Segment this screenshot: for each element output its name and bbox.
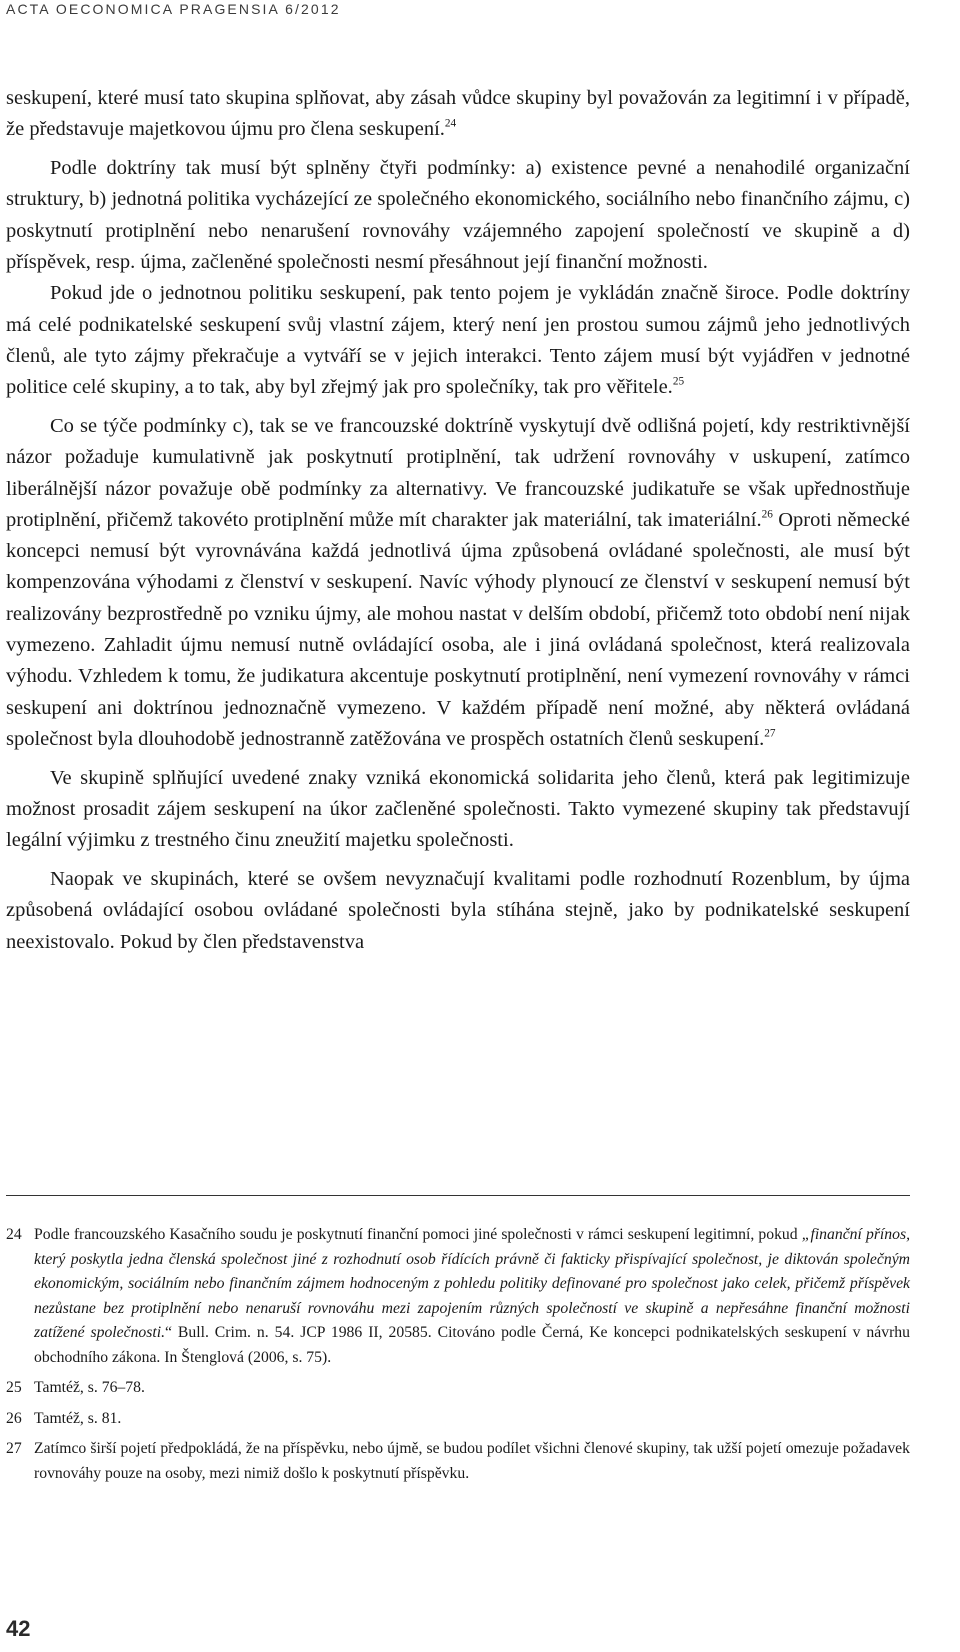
footnote-number: 27 [6, 1440, 22, 1457]
footnote-text [34, 1223, 910, 1370]
paragraph-text: seskupení, které musí tato skupina splňovat, aby zásah vůdce skupiny byl považován za legitimní i v případě, že představuje majetkovou újmu pro člena seskupení. [6, 87, 910, 141]
paragraph [6, 411, 910, 755]
footnote-reference[interactable]: 26 [761, 508, 773, 521]
paragraph-text: Oproti německé koncepci nemusí být vyrovnávána každá jednotlivá újma způsobená ovládané společnosti, ale musí být kompenzována výhodami z členství v seskupení. Navíc výhody plynoucí ze členství v seskupení nemusí být realizovány bezprostředně po vzniku újmy, ale mohou nastat v delším období, přičemž toto období není nijak vymezeno. Zahladit újmu nemusí nutně ovládající osoba, ale i jiná ovládaná společnost, která realizovala výhodu. Vzhledem k tomu, že judikatura akcentuje poskytnutí protiplnění, není vymezení rovnováhy v rámci seskupení ani doktrínou jednoznačně vymezeno. V každém případě není možné, aby některá ovládaná společnost byla dlouhodobě jednostranně zatěžována ve prospěch ostatních členů seskupení. [6, 508, 910, 750]
page-number: 42 [6, 1616, 31, 1641]
footnote [6, 1437, 910, 1486]
paragraph-text: Co se týče podmínky c), tak se ve francouzské doktríně vyskytují dvě odlišná pojetí, kdy restriktivnější názor požaduje kumulativně jak poskytnutí protiplnění, tak udržení rovnováhy v uskupení, zatímco liberálnější názor považuje obě podmínky za alternativy. Ve francouzské judikatuře se však upřednostňuje protiplnění, přičemž takovéto protiplnění může mít charakter jak materiální, tak imateriální. [6, 414, 910, 531]
paragraph-text: Podle doktríny tak musí být splněny čtyři podmínky: a) existence pevné a nenahodilé organizační struktury, b) jednotná politika vycházející ze společného ekonomického, sociálního nebo finančního zájmu, c) poskytnutí protiplnění nebo nenarušení rovnováhy vzájemného zapojení společností ve skupině a d) příspěvek, resp. újma, začleněné společnosti nesmí přesáhnout její finanční možnosti. [6, 157, 910, 273]
footnote-text-part: “ Bull. Crim. n. 54. JCP 1986 II, 20585. Citováno podle Černá, Ke koncepci podnikatelských seskupení v návrhu obchodního zákona. In Štenglová (2006, s. 75). [34, 1324, 910, 1366]
footnote-text: Zatímco širší pojetí předpokládá, že na příspěvku, nebo újmě, se budou podílet všichni členové skupiny, tak užší pojetí omezuje požadavek rovnováhy pouze na osoby, mezi nimiž došlo k poskytnutí příspěvku. [34, 1440, 910, 1482]
footnote-text-part: Podle francouzského Kasačního soudu je poskytnutí finanční pomoci jiné společnosti v rámci seskupení legitimní, pokud [34, 1226, 802, 1243]
paragraph [6, 153, 910, 278]
body-text [6, 83, 910, 966]
footnote-reference[interactable]: 25 [672, 375, 685, 388]
paragraph-continuation [6, 83, 910, 146]
paragraph-text: Naopak ve skupinách, které se ovšem nevyznačují kvalitami podle rozhodnutí Rozenblum, by újma způsobená ovládající osobou ovládané společnosti byla stíhána stejně, jako by podnikatelské seskupení neexistovalo. Pokud by člen představenstva [6, 868, 910, 953]
footnote-text: Tamtéž, s. 76–78. [34, 1379, 145, 1396]
footnote-number: 26 [6, 1409, 22, 1427]
footnote-text: Tamtéž, s. 81. [34, 1409, 122, 1427]
footnote-reference[interactable]: 24 [444, 117, 457, 130]
footnote-number: 24 [6, 1226, 22, 1243]
paragraph [6, 763, 910, 857]
running-header: ACTA OECONOMICA PRAGENSIA 6/2012 [6, 1, 341, 17]
footnote [6, 1223, 910, 1370]
footnotes [6, 1223, 910, 1492]
footnote [6, 1407, 910, 1432]
footnote-divider [6, 1195, 910, 1196]
footnote-reference[interactable]: 27 [764, 727, 776, 740]
footnote [6, 1376, 910, 1401]
footnote-number: 25 [6, 1379, 22, 1396]
paragraph [6, 864, 910, 958]
paragraph-text: Pokud jde o jednotnou politiku seskupení, pak tento pojem je vykládán značně široce. Podle doktríny má celé podnikatelské seskupení svůj vlastní zájem, který není jen prostou sumou zájmů jeho jednotlivých členů, ale tyto zájmy překračuje a vytváří se v jejich interakci. Tento zájem musí být vyjádřen v jednotné politice celé skupiny, a to tak, aby byl zřejmý jak pro společníky, tak pro věřitele. [6, 282, 910, 399]
paragraph-text: Ve skupině splňující uvedené znaky vzniká ekonomická solidarita jeho členů, která pak legitimizuje možnost prosadit zájem seskupení na úkor začleněné společnosti. Takto vymezené skupiny tak představují legální výjimku z trestného činu zneužití majetku společnosti. [6, 766, 910, 852]
footnote-quote: „finanční přínos, který poskytla jedna členská společnost jiné z rozhodnutí osob řídících právně či fakticky přispívající společnost, je diktován společným ekonomickým, sociálním nebo finančním zájmem hodnoceným z pohledu politiky definované pro společnost jako celek, přičemž příspěvek nezůstane bez protiplnění nebo nenaruší rovnováhu mezi zapojením různých společností ve skupině a nepřesáhne finanční možnosti zatížené společnosti. [34, 1226, 910, 1341]
paragraph [6, 278, 910, 403]
